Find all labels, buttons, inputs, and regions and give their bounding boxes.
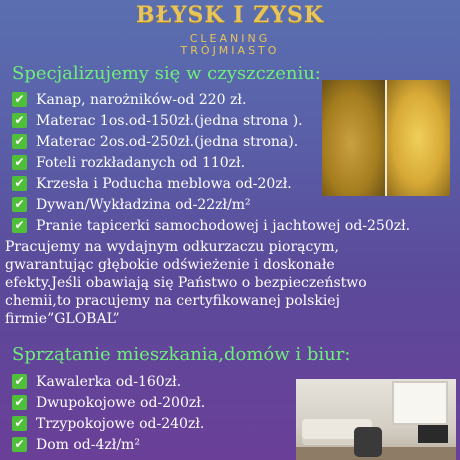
check-box-icon: ✔ (12, 113, 27, 128)
sofa-before-image (322, 80, 386, 196)
check-box-icon: ✔ (12, 374, 27, 389)
description-paragraph (5, 238, 455, 328)
paragraph-line: efekty.Jeśli obawiają się Państwo o bezpieczeństwo (5, 275, 367, 291)
check-box-icon: ✔ (12, 218, 27, 233)
photo-divider (385, 80, 387, 196)
list-item (12, 215, 410, 236)
sofa-before-after-photo (322, 80, 450, 196)
list-item-label: Kawalerka od-160zł. (36, 373, 182, 390)
list-item (12, 194, 410, 215)
paragraph-line: Pracujemy na wydajnym odkurzaczu piorącym, (5, 239, 339, 255)
check-box-icon: ✔ (12, 134, 27, 149)
section-heading-cleaning: Sprzątanie mieszkania,domów i biur: (12, 344, 351, 365)
list-item (12, 371, 205, 392)
check-box-icon: ✔ (12, 416, 27, 431)
check-box-icon: ✔ (12, 92, 27, 107)
check-box-icon: ✔ (12, 437, 27, 452)
list-item-label: Trzypokojowe od-240zł. (36, 415, 205, 432)
cleaning-price-list (12, 371, 205, 455)
list-item (12, 434, 205, 455)
section-heading-upholstery: Specjalizujemy się w czyszczeniu: (12, 63, 321, 84)
paragraph-line: gwarantując głębokie odświeżenie i doskonałe (5, 257, 335, 273)
list-item-label: Krzesła i Poducha meblowa od-20zł. (36, 175, 292, 192)
list-item-label: Foteli rozkładanych od 110zł. (36, 154, 246, 171)
list-item-label: Dwupokojowe od-200zł. (36, 394, 206, 411)
check-box-icon: ✔ (12, 395, 27, 410)
list-item (12, 392, 205, 413)
check-box-icon: ✔ (12, 197, 27, 212)
paragraph-line: firmie”GLOBAL” (5, 311, 120, 327)
check-box-icon: ✔ (12, 155, 27, 170)
list-item-label: Dywan/Wykładzina od-22zł/m² (36, 196, 251, 213)
brand-subtitle-cleaning: CLEANING (189, 32, 271, 45)
vacuum-cleaner-shape (354, 427, 382, 457)
window-shape (392, 381, 448, 425)
brand-subtitle-city: TRÓJMIASTO (180, 44, 280, 57)
brand-title: BŁYSK I ZYSK (136, 2, 324, 28)
list-item (12, 413, 205, 434)
tv-shape (418, 425, 448, 443)
check-box-icon: ✔ (12, 176, 27, 191)
sofa-after-image (386, 80, 450, 196)
room-cleaning-photo (296, 379, 456, 460)
paragraph-line: chemii,to pracujemy na certyfikowanej polskiej (5, 293, 340, 309)
list-item-label: Materac 2os.od-250zł.(jedna strona). (36, 133, 299, 150)
list-item-label: Materac 1os.od-150zł.(jedna strona ). (36, 112, 303, 129)
list-item-label: Pranie tapicerki samochodowej i jachtowej od-250zł. (36, 217, 411, 234)
list-item-label: Dom od-4zł/m² (36, 436, 140, 453)
list-item-label: Kanap, narożników-od 220 zł. (36, 91, 247, 108)
